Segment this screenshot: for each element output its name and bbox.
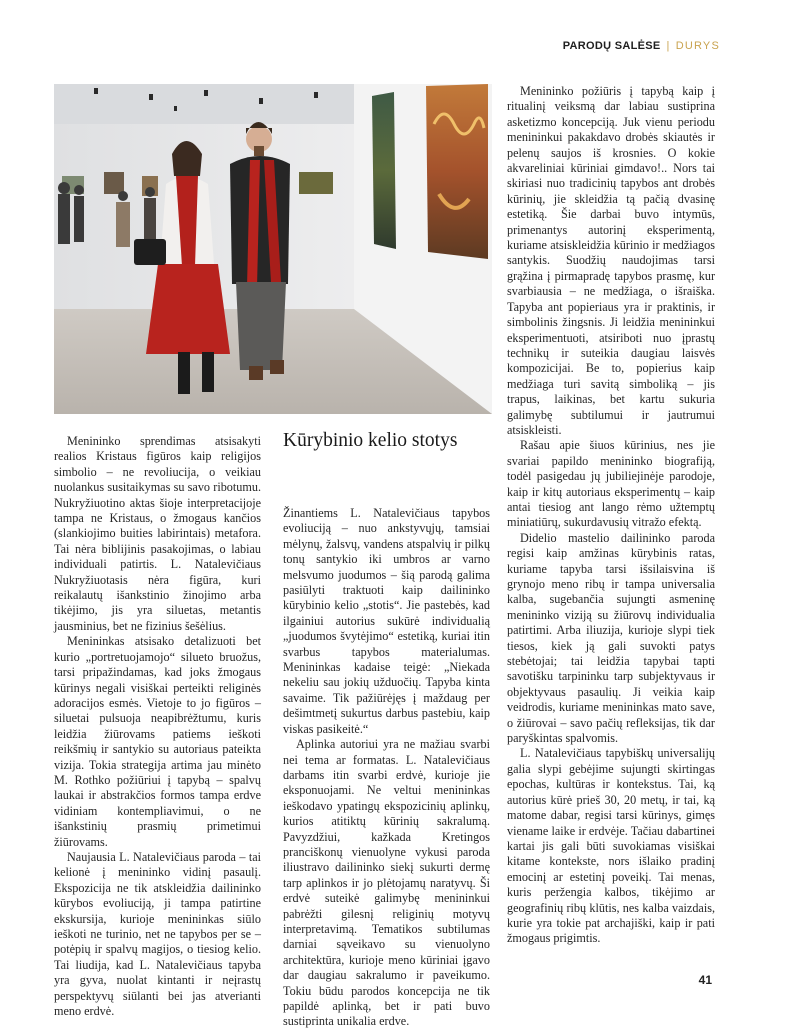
section-heading: Kūrybinio kelio stotys [283, 430, 458, 451]
paragraph: Naujausia L. Natalevičiaus paroda – tai kelionė į menininko vidinį pasaulį. Ekspozicija ne tik atskleidžia dailininko kūrybos evoliuciją, ji tampa patirtine ekskursija, kurioje menininkas siūlo ieškoti ne turinio, net ne tapybos per se – potėpių ir spalvų magijos, o tiesiog kelio. Tai liudija, kad L. Natalevičiaus tapyba yra gyva, nuolat kintanti ir neįrastų perspektyvų siūlanti bei jas atverianti meno erdvė. [54, 849, 261, 1019]
section-title: PARODŲ SALĖSE [562, 40, 661, 52]
paragraph: Didelio mastelio dailininko paroda regisi kaip amžinas kūrybinis ratas, kuriame tapyba tarsi išsilaisvina iš grynojo meno ribų ir tampa universalia kalba, sugebančia sujungti asmeninę menininko viziją su žiūrovų individualia patirtimi. Arba iliuzija, kurioje slypi tiek tiesos, kiek ją gali suvokti patys stebėtojai; tai leidžia tapybai tapti savotišku tarpininku tarp subjektyvaus ir objektyvaus pasaulių. Ji veikia kaip veidrodis, kuriame menininkas mato save, o žiūrovai – savo pačių refleksijas, tik dar paryškintas spalvomis. [507, 530, 715, 746]
text-column-3 [507, 84, 715, 947]
text-column-1 [54, 434, 261, 1019]
header-separator: | [666, 40, 670, 52]
paragraph: Menininko sprendimas atsisakyti realios Kristaus figūros kaip religijos simbolio – ne revoliucija, o veikiau nuolankus susitaikymas su savo ribotumu. Nukryžiuotino aktas šioje interpretacijoje tampa ne Kristaus, o žmogaus kančios (slankiojimo buities labirintais) metafora. Tai nėra biblijinis pasakojimas, o labiau individuali patirtis. L. Natalevičiaus Nukryžiuotasis nėra figūra, kuri reikalautų išankstinio žinojimo arba tikėjimo, jis yra siluetas, metantis jausminius, bet ne fizinius šešėlius. [54, 434, 261, 633]
paragraph: Menininko požiūris į tapybą kaip į ritualinį veiksmą dar labiau sustiprina asketizmo koncepciją. Juk vienu periodu menininkui pakakdavo drobės skiautės ir pelenų saujos iš krosnies. O kokie akvareliniai kūriniai gimdavo!.. Nors tai skiriasi nuo tradicinių tapybos ant drobės kūrinių, jie skleidžia tą pačią dvasinę estetiką. Šie darbai buvo intymūs, primenantys autorinį eksperimentą, kuriame atsiskleidžia kūrinio ir medžiagos santykis. Suodžių naudojimas tarsi grąžina į pirmapradę tapybos prasmę, kur svarbiausia – ne medžiaga, o išraiška. Tapyba ant popieriaus yra ir praktinis, ir simbolinis žingsnis. Ji leidžia menininkui eksperimentuoti, atsiriboti nuo įprastų technikų ir suteikia daugiau laisvės kompozicijai. Be to, popierius kaip medžiaga turi savitą simboliką – jis trapus, laikinas, bet kartu sukuria galimybę subtilumui ir jautrumui atsiskleisti. [507, 84, 715, 437]
paragraph: Aplinka autoriui yra ne mažiau svarbi nei tema ar formatas. L. Natalevičiaus darbams itin svarbi erdvė, kurioje jie eksponuojami. Ne veltui menininkas ieškodavo ypatingų ekspozicinių aplinkų, kurios atitiktų kūrinių sakralumą. Pavyzdžiui, kažkada Kretingos pranciškonų vienuolyne vykusi paroda iliustravo dailininko siekį sukurti dermę tarp aplinkos ir jo plėtojamų naratyvų. Ši erdvė suteikė galimybę menininkui pabrėžti gilesnį religinių motyvų interpretavimą. Tematikos subtilumas darniai sąveikavo su vienuolyno architektūra, kurioje meno kūriniai įgavo dar daugiau sakralumo ir paveikumo. Tokiu būdu parodos koncepcija ne tik papildė aplinką, bet ir pati buvo sustiprinta unikalia erdve. [283, 737, 490, 1029]
gallery-photo [54, 84, 492, 414]
page-number: 41 [698, 973, 712, 987]
paragraph: Žinantiems L. Natalevičiaus tapybos evoliuciją – nuo ankstyvųjų, tamsiai mėlynų, žalsvų, vandens atspalvių ir pilkų tonų santykio iki umbros ar varno melsvumo juodumos – šią parodą galima pasiūlyti traktuoti kaip dailininko kūrybinio kelio „stotis“. Jie pastebės, kad ilgainiui autorius sukūrė individualią „juodumos švytėjimo“ estetiką, kuriai itin svarbus tapybos materialumas. Menininkas kadaise teigė: „Niekada nekeliu sau jokių užduočių. Tapyba kinta savaime. Tik pažiūrėjęs į maždaug per dešimtmetį sukurtus darbus pastebiu, kaip viskas pasikeitė.“ [283, 506, 490, 736]
paragraph: Menininkas atsisako detalizuoti bet kurio „portretuojamojo“ silueto bruožus, tarsi pripažindamas, kad joks žmogaus kūrinys negali visiškai perteikti religinės adoracijos esmės. Vietoje to jo figūros – siluetai pulsuoja neapibrėžtumu, kuris leidžia žiūrovams patiems ieškoti reikšmių ir santykio su autoriaus pateikta vizija. Tokia strategija artima jau minėto M. Rothko požiūriui į tapybą – spalvų laukai ir abstrakčios formos tampa erdve vidiniam kontempliavimui, o ne išankstinių prasmių primetimui žiūrovams. [54, 634, 261, 849]
paragraph: L. Natalevičiaus tapybiškų universalijų galia slypi gebėjime sujungti skirtingas epochas, kultūras ir kontekstus. Tai, ką autorius kūrė prieš 30, 20 metų, ir tai, ką matome dabar, regisi tarsi kūrinys, gimęs viename laike ir erdvėje. Tačiau dabartinei kartai jis gali būti suvokiamas visiškai kitame kontekste, nors išlaiko pradinį emocinį ar estetinį poveikį. Tai menas, kuris peržengia kalbos, tikėjimo ar geografinių ribų klūtis, nes kalba vaizdais, kurie yra tokie pat archajiški, kaip ir pati žmogaus prigimtis. [507, 746, 715, 946]
paragraph: Rašau apie šiuos kūrinius, nes jie svariai papildo menininko biografiją, todėl pasigedau jų jubiliejinėje parodoje, kaip ir kitų autoriaus eksperimentų – kaip antai tiesiog ant lango rėmo užtemptų miniatiūrų, sukurdavusių vitražo efektą. [507, 438, 715, 530]
text-column-2 [283, 506, 490, 1030]
running-header [563, 40, 720, 52]
magazine-name: DURYS [675, 40, 720, 52]
